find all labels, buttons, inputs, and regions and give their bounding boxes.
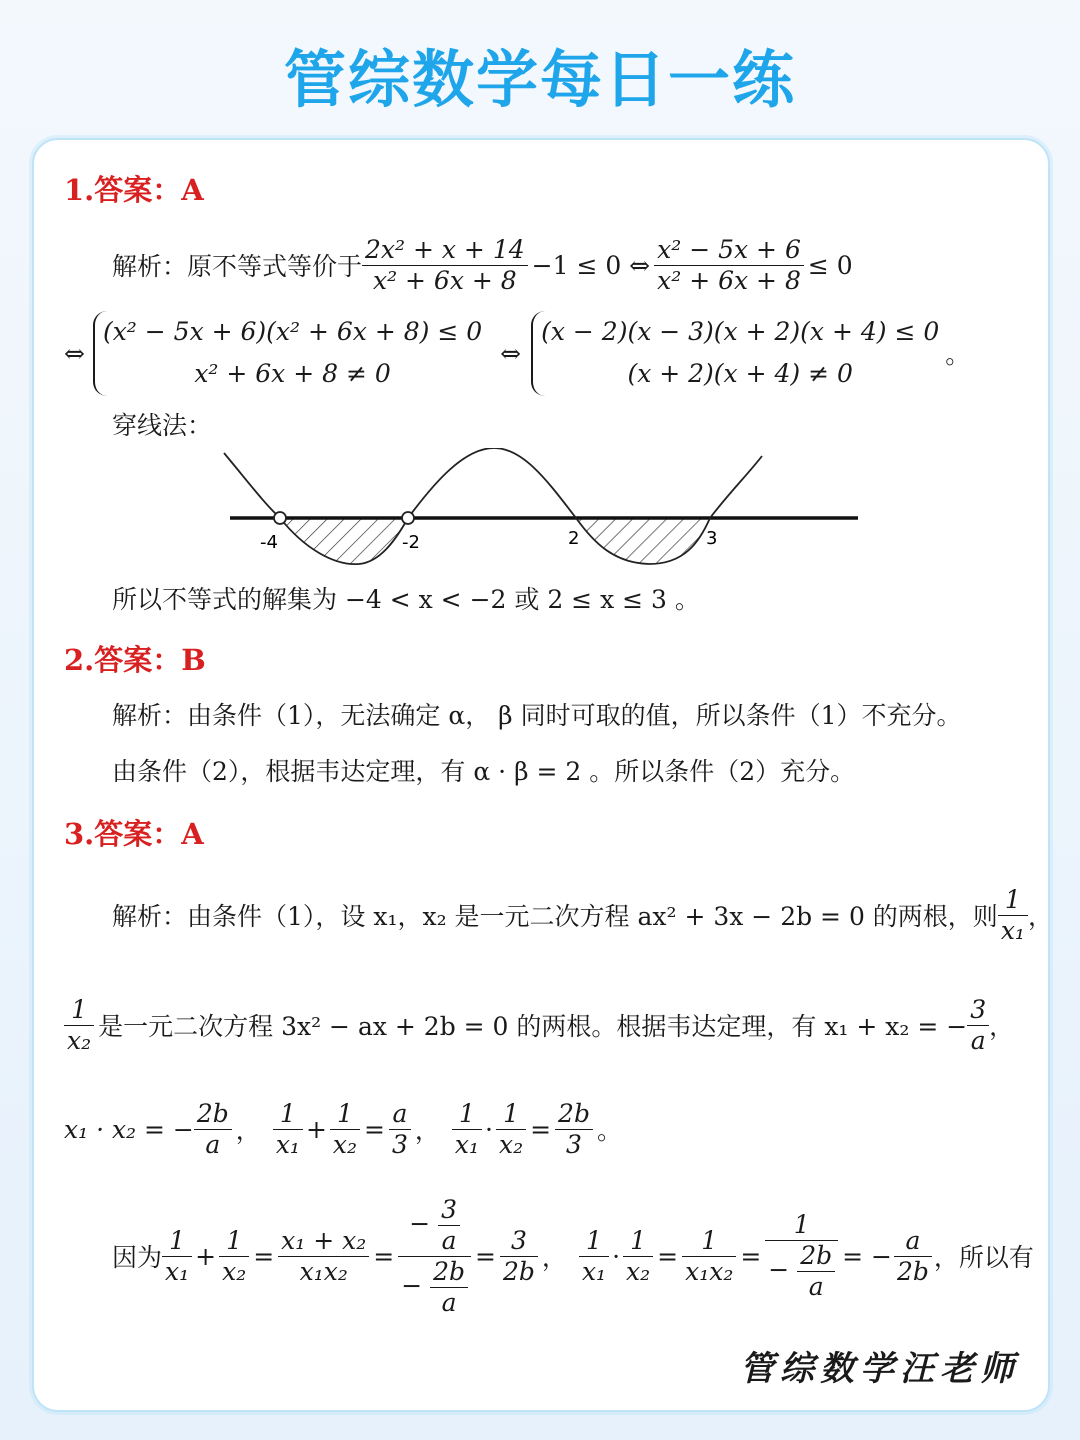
q3-frac-den: x₁ — [454, 1129, 480, 1159]
q1-sys1-row-a: (x² − 5x + 6)(x² + 6x + 8) ≤ 0 — [102, 316, 483, 346]
q3-frac-num: 2b — [797, 1241, 835, 1272]
q3-compound-frac-1 — [398, 1195, 471, 1318]
page-title: 管综数学每日一练 — [283, 43, 796, 116]
q3-frac-num: 1 — [496, 1099, 526, 1130]
q3-frac-den: x₂ — [498, 1129, 524, 1159]
q1-f2-numerator: x² − 5x + 6 — [654, 235, 804, 266]
q3-plus: + — [195, 1241, 217, 1271]
q3-equals: = — [740, 1241, 762, 1271]
q3-dot: · — [612, 1241, 621, 1271]
q3-comma: ， — [541, 1243, 567, 1272]
q3-frac-num: 1 — [64, 995, 94, 1026]
q3-frac-num: 1 — [998, 885, 1028, 916]
q3-frac-den: x₁ — [165, 1256, 190, 1286]
q3-line-4 — [112, 1186, 1034, 1326]
q3-frac-a-over-3 — [389, 1099, 411, 1160]
q1-fraction-1 — [362, 235, 528, 296]
q3-equals: = — [253, 1241, 275, 1271]
q3-frac — [579, 1226, 609, 1287]
q3-frac — [162, 1226, 192, 1287]
q3-frac-den: 3 — [566, 1129, 582, 1159]
q3-frac-num: 1 — [623, 1226, 653, 1257]
q1-conclusion: 所以不等式的解集为 −4 < x < −2 或 2 ≤ x ≤ 3 。 — [112, 585, 700, 614]
content-card — [32, 138, 1053, 1412]
q3-frac-2b-over-3 — [555, 1099, 593, 1160]
q3-frac-den: x₂ — [626, 1256, 651, 1286]
q1-fraction-2 — [654, 235, 804, 296]
q3-frac-2b-over-a — [194, 1099, 232, 1160]
q1-system-2 — [531, 311, 939, 396]
q3-frac-a-over-2b — [894, 1226, 932, 1287]
q3-because: 因为 — [112, 1243, 163, 1272]
q3-frac-num: x₁ + x₂ — [278, 1226, 369, 1257]
q3-frac — [452, 1099, 482, 1160]
q3-frac — [438, 1195, 460, 1256]
q1-intro: 解析：原不等式等价于 — [112, 252, 363, 281]
q3-comma: ， — [235, 1116, 261, 1145]
q3-neg: − — [768, 1255, 790, 1284]
q3-compound-num — [398, 1195, 471, 1257]
q3-frac-num: 2b — [430, 1257, 468, 1288]
q3-line-2 — [64, 988, 1014, 1062]
q1-sys2-row-b: (x + 2)(x + 4) ≠ 0 — [627, 359, 853, 388]
q3-frac-den: x₂ — [67, 1025, 92, 1055]
q3-frac-den: a — [441, 1287, 457, 1317]
q3-frac-den: x₁x₂ — [685, 1256, 734, 1286]
q3-frac-num: 1 — [579, 1226, 609, 1257]
q3-frac-num: 1 — [162, 1226, 192, 1257]
q3-frac-num: 1 — [682, 1226, 736, 1257]
q3-frac-num: 3 — [500, 1226, 538, 1257]
q3-frac-1-over-x1x2 — [682, 1226, 736, 1287]
q1-iff-1: ⇔ — [64, 338, 85, 368]
q3-frac-den: a — [970, 1025, 986, 1055]
q3-plus: + — [305, 1114, 327, 1144]
q3-frac-num: 2b — [555, 1099, 593, 1130]
q3-frac-1-over-x1 — [998, 885, 1028, 946]
q3-equals: = — [373, 1241, 395, 1271]
q3-frac — [797, 1241, 835, 1302]
q1-f1-tail: −1 ≤ 0 ⇔ — [531, 250, 651, 280]
q3-frac — [430, 1257, 468, 1318]
axis-label-2: 2 — [568, 528, 580, 549]
q1-sys2-row-a: (x − 2)(x − 3)(x + 2)(x + 4) ≤ 0 — [541, 316, 940, 346]
q3-frac — [496, 1099, 526, 1160]
q3-line2-text: 是一元二次方程 3x² − ax + 2b = 0 的两根。根据韦达定理，有 x₁ + x₂ = − — [98, 1012, 968, 1041]
q3-frac-den: x₁ — [1000, 915, 1025, 945]
q1-method: 穿线法： — [112, 411, 213, 440]
q3-so: ，所以有 — [933, 1243, 1034, 1272]
q3-period: 。 — [596, 1116, 622, 1145]
q3-frac-num: 3 — [438, 1195, 460, 1226]
q3-frac-num: 2b — [194, 1099, 232, 1130]
q3-frac-den: a — [441, 1225, 457, 1255]
q3-equals: = — [364, 1114, 385, 1144]
q3-frac-den: x₂ — [222, 1256, 247, 1286]
q1-answer: 1.答案：A — [64, 173, 204, 207]
q3-equals: = — [530, 1114, 552, 1144]
q3-frac-num: 1 — [330, 1099, 360, 1130]
q3-frac-num: 1 — [273, 1099, 303, 1130]
q3-frac — [219, 1226, 249, 1287]
q3-answer: 3.答案：A — [64, 817, 204, 851]
q1-system-line — [64, 308, 970, 398]
q3-frac — [623, 1226, 653, 1287]
q3-compound-frac-2 — [765, 1210, 838, 1302]
q3-comma: ， — [989, 1012, 1015, 1041]
q3-comma: ， — [1027, 902, 1053, 931]
q3-equals: = — [657, 1241, 679, 1271]
q1-equation-line — [112, 230, 853, 300]
q2-answer: 2.答案：B — [64, 643, 206, 677]
q3-frac-den: x₂ — [332, 1129, 358, 1159]
axis-label-3: 3 — [706, 528, 718, 549]
q3-line1-text: 解析：由条件（1），设 x₁，x₂ 是一元二次方程 ax² + 3x − 2b = 0 的两根，则 — [112, 902, 998, 931]
q1-f1-numerator: 2x² + x + 14 — [362, 235, 528, 266]
q3-frac-num: a — [894, 1226, 932, 1257]
q3-line3-product: x₁ · x₂ = − — [64, 1114, 194, 1144]
q3-frac — [273, 1099, 303, 1160]
sign-chart-graph — [194, 448, 874, 578]
q1-f1-denominator: x² + 6x + 8 — [372, 265, 517, 295]
axis-label-minus-4: -4 — [260, 532, 278, 553]
open-point-minus-2 — [402, 512, 414, 524]
author-signature: 管综数学汪老师 — [740, 1349, 1020, 1389]
q3-frac-num: 1 — [452, 1099, 482, 1130]
q1-sys1-row-b: x² + 6x + 8 ≠ 0 — [194, 359, 391, 388]
q1-iff-2: ⇔ — [500, 338, 522, 368]
q3-frac-1-over-x2 — [64, 995, 94, 1056]
q3-frac-den: 2b — [503, 1256, 535, 1286]
q3-frac-num: 3 — [967, 995, 989, 1026]
q3-frac-3-over-a — [967, 995, 989, 1056]
q3-line-1 — [112, 880, 1053, 950]
q1-system-1 — [93, 311, 482, 396]
q3-frac-den: a — [808, 1272, 824, 1301]
q3-frac-den: x₁ — [275, 1129, 300, 1159]
q3-frac-den: x₁ — [581, 1256, 607, 1286]
q1-f2-denominator: x² + 6x + 8 — [657, 265, 801, 295]
q1-system-end: 。 — [945, 340, 971, 369]
q3-compound-num: 1 — [765, 1210, 838, 1241]
q2-line-2: 由条件（2），根据韦达定理，有 α · β = 2 。所以条件（2）充分。 — [112, 757, 856, 786]
open-point-minus-4 — [274, 512, 286, 524]
q1-f2-tail: ≤ 0 — [807, 250, 853, 280]
q2-line-1: 解析：由条件（1），无法确定 α， β 同时可取的值，所以条件（1）不充分。 — [112, 701, 962, 730]
q3-frac-den: a — [205, 1129, 221, 1159]
q3-neg: − — [409, 1208, 431, 1238]
q3-frac — [330, 1099, 360, 1160]
q3-compound-den — [398, 1257, 471, 1318]
q3-frac-den: 2b — [896, 1256, 929, 1286]
q3-equals: = — [475, 1241, 496, 1271]
q3-frac-den: 3 — [391, 1129, 408, 1159]
q3-dot: · — [485, 1114, 493, 1144]
q3-frac-num: a — [389, 1099, 411, 1130]
axis-label-minus-2: -2 — [402, 532, 420, 553]
q3-compound-den — [765, 1241, 838, 1302]
q3-frac-sum-over-product — [278, 1226, 369, 1287]
q3-neg: − — [401, 1270, 423, 1300]
q3-equals-neg: = − — [842, 1241, 892, 1271]
q3-comma: ， — [414, 1116, 440, 1145]
q3-frac-num: 1 — [219, 1226, 249, 1257]
q3-frac-3-over-2b — [500, 1226, 538, 1287]
q3-line-3 — [64, 1092, 622, 1166]
hatched-region-left — [280, 518, 408, 564]
q3-frac-den: x₁x₂ — [299, 1256, 348, 1286]
